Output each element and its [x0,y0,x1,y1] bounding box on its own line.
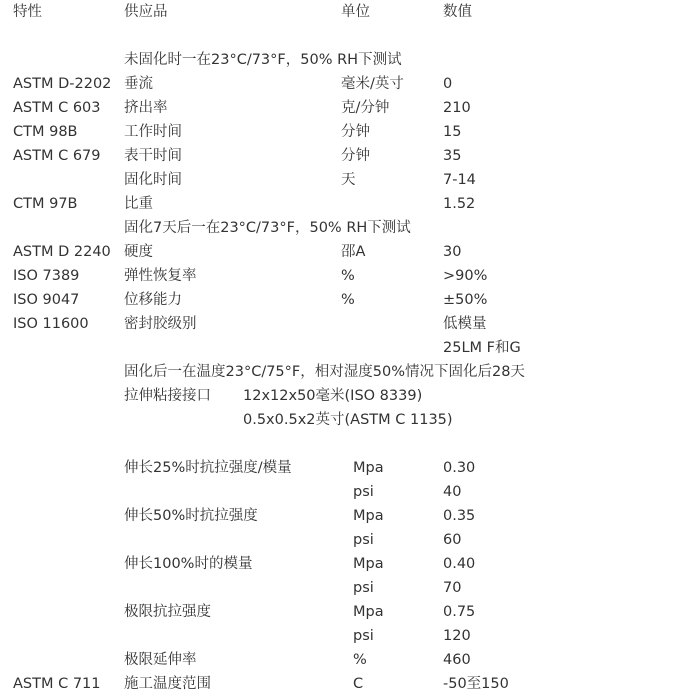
tensile-joint-label: 拉伸粘接接口 [124,388,211,404]
unit-cell: Mpa [353,556,384,572]
table-row [13,600,683,624]
property-cell: 弹性恢复率 [124,268,197,284]
value-cell: 40 [443,484,462,500]
table-row [13,576,683,600]
unit-cell: 天 [341,172,356,188]
standard-cell: ASTM C 679 [13,148,101,164]
unit-cell: psi [353,532,374,548]
unit-cell: C [353,676,364,692]
value-cell: 低模量 [443,316,487,332]
section-heading-cured-28-days [13,360,683,384]
tensile-joint-row [13,408,683,432]
table-row [13,528,683,552]
property-cell: 硬度 [124,244,153,260]
value-cell: ±50% [443,292,488,308]
value-cell: 30 [443,244,462,260]
standard-cell: CTM 98B [13,124,78,140]
standard-cell: CTM 97B [13,196,78,212]
property-cell: 伸长50%时抗拉强度 [124,508,258,524]
property-cell: 施工温度范围 [124,676,211,692]
table-row [13,648,683,672]
property-cell: 极限延伸率 [124,652,197,668]
unit-cell: % [341,292,355,308]
table-header [13,0,683,24]
table-row [13,312,683,336]
property-cell: 密封胶级别 [124,316,197,332]
table-row [13,288,683,312]
header-product: 供应品 [124,4,168,20]
value-cell: 70 [443,580,462,596]
table-row [13,168,683,192]
standard-cell: ASTM D-2202 [13,76,112,92]
value-cell: 35 [443,148,462,164]
table-row [13,120,683,144]
table-row [13,240,683,264]
section-title: 固化7天后一在23°C/73°F，50% RH下测试 [124,220,411,236]
table-row [13,456,683,480]
unit-cell: % [353,652,367,668]
value-cell: 210 [443,100,471,116]
header-property: 特性 [13,4,42,20]
value-cell: 60 [443,532,462,548]
value-cell: 0.40 [443,556,476,572]
unit-cell: 分钟 [341,148,370,164]
unit-cell: 分钟 [341,124,370,140]
spacer [13,432,683,456]
property-cell: 位移能力 [124,292,182,308]
section-heading-uncured [13,48,683,72]
unit-cell: 毫米/英寸 [341,76,404,92]
property-cell: 垂流 [124,76,153,92]
tensile-joint-spec-iso: 12x12x50毫米(ISO 8339) [243,388,423,404]
property-cell: 表干时间 [124,148,182,164]
value-cell: >90% [443,268,488,284]
table-row [13,144,683,168]
unit-cell: psi [353,484,374,500]
table-row [13,264,683,288]
unit-cell: % [341,268,355,284]
property-cell: 比重 [124,196,153,212]
table-row [13,624,683,648]
property-cell: 工作时间 [124,124,182,140]
value-cell: 0.75 [443,604,476,620]
standard-cell: ASTM C 603 [13,100,101,116]
table-row [13,192,683,216]
value-cell: 0.35 [443,508,476,524]
tensile-joint-spec-astm: 0.5x0.5x2英寸(ASTM C 1135) [243,412,453,428]
table-row [13,672,683,696]
property-cell: 极限抗拉强度 [124,604,211,620]
property-cell: 伸长25%时抗拉强度/模量 [124,460,292,476]
section-heading-cured-7-days [13,216,683,240]
unit-cell: 邵A [341,244,366,260]
table-row [13,480,683,504]
property-cell: 固化时间 [124,172,182,188]
standard-cell: ISO 11600 [13,316,89,332]
value-cell: 120 [443,628,471,644]
standard-cell: ISO 9047 [13,292,80,308]
value-cell: 0 [443,76,453,92]
unit-cell: Mpa [353,508,384,524]
value-cell: 0.30 [443,460,476,476]
unit-cell: Mpa [353,460,384,476]
header-value: 数值 [443,4,472,20]
section-title: 未固化时一在23°C/73°F，50% RH下测试 [124,52,402,68]
standard-cell: ASTM C 711 [13,676,101,692]
spacer [13,24,683,48]
section-title: 固化后一在温度23°C/75°F，相对湿度50%情况下固化后28天 [124,364,525,380]
unit-cell: psi [353,580,374,596]
standard-cell: ISO 7389 [13,268,80,284]
value-cell: 460 [443,652,471,668]
table-row [13,336,683,360]
unit-cell: 克/分钟 [341,100,390,116]
unit-cell: Mpa [353,604,384,620]
table-row [13,504,683,528]
table-row [13,72,683,96]
value-cell: 7-14 [443,172,476,188]
unit-cell: psi [353,628,374,644]
property-cell: 挤出率 [124,100,168,116]
table-row [13,552,683,576]
value-cell: 25LM F和G [443,340,521,356]
property-cell: 伸长100%时的模量 [124,556,253,572]
spec-table [13,0,683,696]
standard-cell: ASTM D 2240 [13,244,111,260]
value-cell: -50至150 [443,676,509,692]
table-row [13,96,683,120]
value-cell: 1.52 [443,196,476,212]
tensile-joint-row [13,384,683,408]
value-cell: 15 [443,124,462,140]
header-unit: 单位 [341,4,370,20]
